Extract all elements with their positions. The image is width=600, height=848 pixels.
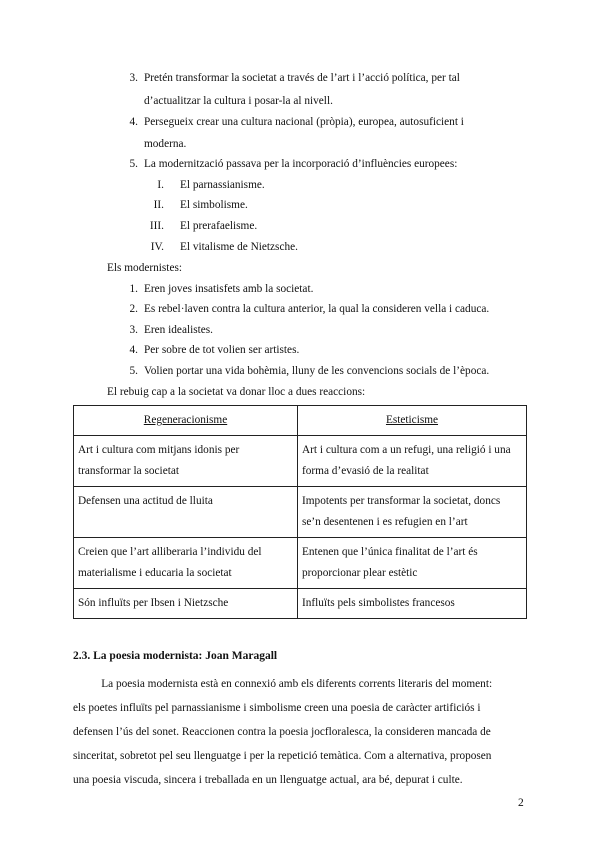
table-row — [74, 487, 527, 538]
roman-number: IV. — [150, 241, 164, 253]
table-cell — [74, 436, 298, 487]
column-header: Regeneracionisme — [74, 406, 298, 436]
list-number: 3. — [129, 324, 138, 336]
list-number: 4. — [129, 344, 138, 356]
influence-item: El vitalisme de Nietzsche. — [180, 241, 298, 253]
list-item-text: La modernització passava per la incorporació d’influències europees: — [144, 158, 458, 170]
cell-line: proporcionar plear estètic — [302, 567, 418, 579]
table-cell — [298, 538, 527, 589]
table-cell — [74, 538, 298, 589]
list-number: 5. — [129, 158, 138, 170]
table-row — [74, 538, 527, 589]
list-number: 5. — [129, 365, 138, 377]
list-item-text: d’actualitzar la cultura i posar-la al nivell. — [144, 95, 333, 107]
modernistes-item: Eren idealistes. — [144, 324, 214, 336]
list-item-text: Pretén transformar la societat a través de l’art i l’acció política, per tal — [144, 72, 460, 84]
paragraph-line: sinceritat, sobretot pel seu llenguatge i per la repetició temàtica. Com a alternativa, proposen — [73, 750, 492, 762]
cell-line: Art i cultura com a un refugi, una religió i una — [302, 444, 511, 456]
body-paragraph — [73, 672, 528, 792]
list-number: 3. — [129, 72, 138, 84]
cell-line: materialisme i educaria la societat — [78, 567, 232, 579]
comparison-table — [73, 405, 527, 619]
table-cell — [298, 436, 527, 487]
paragraph-line: La poesia modernista està en connexió amb els diferents corrents literaris del moment: — [73, 678, 493, 690]
modernistes-item: Eren joves insatisfets amb la societat. — [144, 283, 314, 295]
list-item-text: Persegueix crear una cultura nacional (pròpia), europea, autosuficient i — [144, 116, 464, 128]
table-intro: El rebuig cap a la societat va donar lloc a dues reaccions: — [107, 386, 366, 398]
cell-line: transformar la societat — [78, 465, 179, 477]
table-cell — [74, 589, 298, 619]
roman-number: I. — [157, 179, 164, 191]
column-header: Esteticisme — [298, 406, 527, 436]
modernistes-item: Per sobre de tot volien ser artistes. — [144, 344, 300, 356]
influence-item: El parnassianisme. — [180, 179, 265, 191]
cell-line: Són influïts per Ibsen i Nietzsche — [78, 597, 229, 609]
cell-line: Art i cultura com mitjans idonis per — [78, 444, 240, 456]
table-row — [74, 589, 527, 619]
cell-line: Entenen que l’única finalitat de l’art és — [302, 546, 478, 558]
list-number: 1. — [129, 283, 138, 295]
page-number: 2 — [518, 797, 524, 809]
cell-line: Impotents per transformar la societat, doncs — [302, 495, 501, 507]
paragraph-line: una poesia viscuda, sincera i treballada en un llenguatge actual, ara bé, depurat i culte. — [73, 774, 463, 786]
cell-line: Creien que l’art alliberaria l’individu del — [78, 546, 262, 558]
table-header-row — [74, 406, 527, 436]
roman-number: III. — [149, 220, 164, 232]
list-item-text: moderna. — [144, 138, 187, 150]
paragraph-line: defensen l’ús del sonet. Reaccionen contra la poesia jocfloralesca, la consideren mancada de — [73, 726, 491, 738]
modernistes-item: Volien portar una vida bohèmia, lluny de les convencions socials de l’època. — [144, 365, 490, 377]
list-number: 2. — [129, 303, 138, 315]
cell-line: se’n desentenen i es refugien en l’art — [302, 516, 468, 528]
paragraph-line: els poetes influïts pel parnassianisme i simbolisme creen una poesia de caràcter artificiós i — [73, 702, 481, 714]
list-number: 4. — [129, 116, 138, 128]
section-heading: 2.3. La poesia modernista: Joan Maragall — [73, 650, 278, 662]
modernistes-item: Es rebel·laven contra la cultura anterior, la qual la consideren vella i caduca. — [144, 303, 490, 315]
table-cell — [298, 487, 527, 538]
modernistes-intro: Els modernistes: — [107, 262, 182, 274]
table-row — [74, 436, 527, 487]
roman-number: II. — [153, 199, 164, 211]
cell-line: Defensen una actitud de lluita — [78, 495, 213, 507]
table-cell — [298, 589, 527, 619]
influence-item: El simbolisme. — [180, 199, 248, 211]
influence-item: El prerafaelisme. — [180, 220, 258, 232]
table-cell — [74, 487, 298, 538]
cell-line: forma d’evasió de la realitat — [302, 465, 429, 477]
cell-line: Influïts pels simbolistes francesos — [302, 597, 455, 609]
